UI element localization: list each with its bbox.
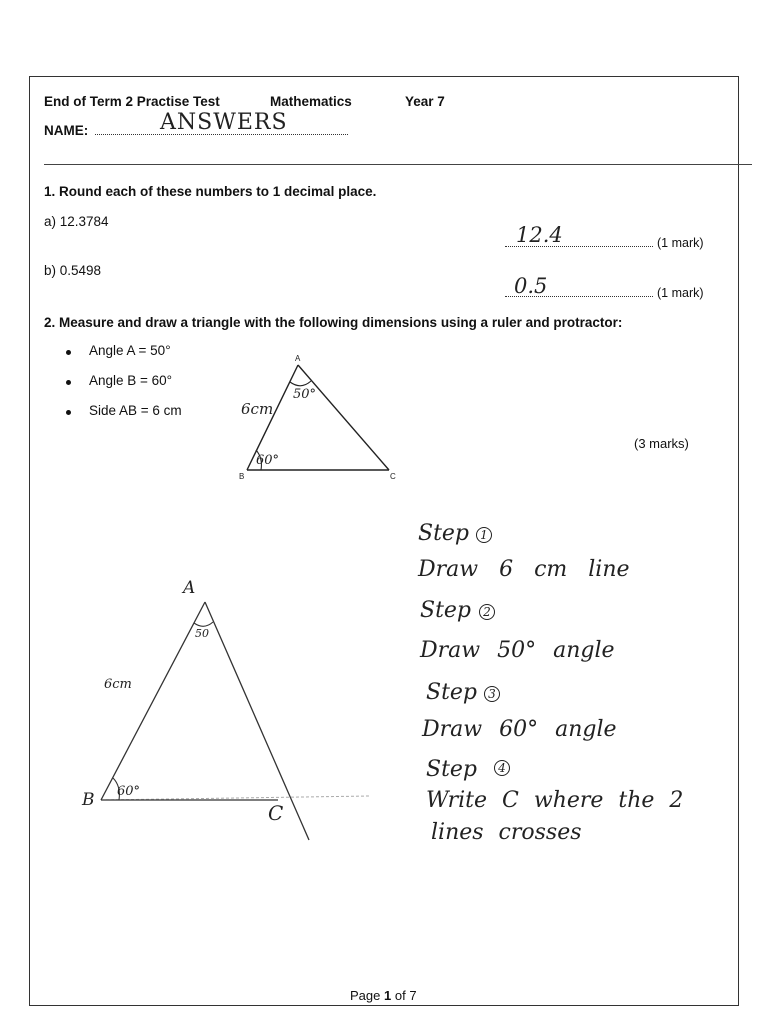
step-2-number: 2	[479, 604, 495, 620]
q1b-question: b) 0.5498	[44, 263, 102, 278]
step-3-title: Step	[426, 680, 478, 705]
step-1-text: Draw 6 cm line	[418, 557, 630, 582]
sample-angle-b: 60°	[256, 453, 280, 468]
sample-vertex-b: B	[239, 472, 245, 481]
drawn-triangle	[101, 602, 370, 840]
q1a-answer: 12.4	[516, 223, 563, 247]
sample-side-label: 6cm	[241, 400, 274, 418]
page-total: of 7	[394, 988, 417, 1003]
q1b-answer: 0.5	[514, 274, 548, 298]
drawn-vertex-a: A	[183, 578, 196, 598]
page-number	[350, 988, 417, 1003]
q1a-marks: (1 mark)	[657, 236, 704, 250]
sample-angle-a: 50°	[293, 387, 317, 402]
list-item: Angle A = 50°	[66, 343, 182, 373]
step-3-text: Draw 60° angle	[422, 717, 617, 742]
q1a-question: a) 12.3784	[44, 214, 109, 229]
drawn-vertex-c: C	[268, 801, 284, 825]
step-4-text: Write C where the 2	[426, 788, 684, 813]
year-label: Year 7	[405, 94, 445, 109]
drawn-angle-b: 60°	[117, 784, 141, 799]
q1b-marks: (1 mark)	[657, 286, 704, 300]
step-1-title: Step	[418, 521, 470, 546]
test-title: End of Term 2 Practise Test	[44, 94, 220, 109]
step-3-number: 3	[484, 686, 500, 702]
list-item: Angle B = 60°	[66, 373, 182, 403]
drawn-vertex-b: B	[82, 790, 95, 810]
page-current: 1	[384, 988, 392, 1003]
drawn-angle-a: 50	[195, 627, 209, 640]
q2-heading: 2. Measure and draw a triangle with the following dimensions using a ruler and protractor:	[44, 315, 623, 330]
step-4-continuation: lines crosses	[431, 820, 582, 845]
sample-vertex-a: A	[295, 354, 301, 363]
step-2-title: Step	[420, 598, 472, 623]
q2-marks: (3 marks)	[634, 436, 689, 451]
subject-label: Mathematics	[270, 94, 352, 109]
sample-vertex-c: C	[390, 472, 396, 481]
name-answer: ANSWERS	[160, 110, 288, 135]
page-label: Page	[350, 988, 381, 1003]
step-4-title: Step	[426, 757, 478, 782]
step-1-number: 1	[476, 527, 492, 543]
step-4-number: 4	[494, 760, 510, 776]
drawn-side-label: 6cm	[104, 677, 132, 692]
list-item: Side AB = 6 cm	[66, 403, 182, 433]
name-label: NAME:	[44, 123, 89, 138]
step-2-text: Draw 50° angle	[420, 638, 615, 663]
q1-heading: 1. Round each of these numbers to 1 decimal place.	[44, 184, 377, 199]
